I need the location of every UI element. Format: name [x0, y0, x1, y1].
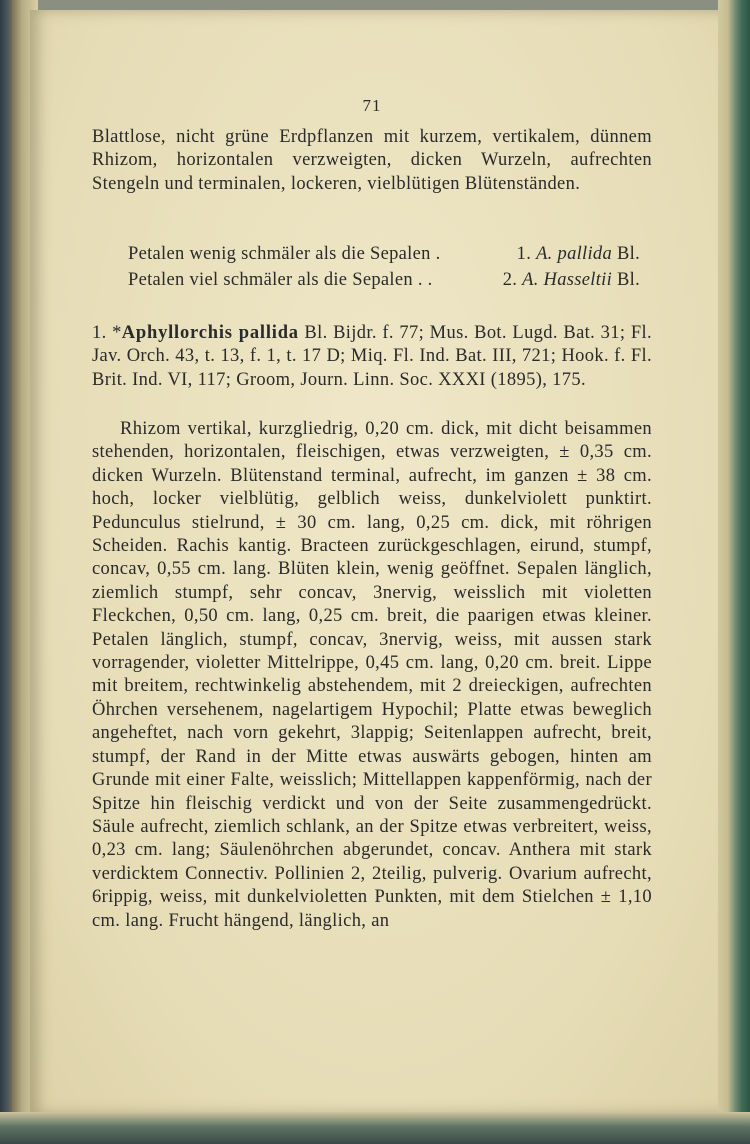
species-description: Rhizom vertikal, kurzgliedrig, 0,20 cm. dick, mit dicht beisammen stehenden, horizontalen, fleischigen, etwas verzweigten, ± 0,35 cm. dicken Wurzeln. Blütenstand terminal, aufrecht, im ganzen ± 38 cm. hoch, locker vielblütig, gelblich weiss, dunkelviolett punktirt. Pedunculus stielrund, ± 30 cm. lang, 0,25 cm. dick, mit röhrigen Scheiden. Rachis kantig. Bracteen zurückgeschlagen, eirund, stumpf, concav, 0,55 cm. lang. Blüten klein, wenig geöffnet. Sepalen länglich, ziemlich stumpf, sehr concav, 3nervig, weisslich mit violetten Fleckchen, 0,50 cm. lang, 0,25 cm. breit, die paarigen etwas kleiner. Petalen länglich, stumpf, concav, 3nervig, weiss, mit aussen stark vorragender, violetter Mittelrippe, 0,45 cm. lang, 0,20 cm. breit. Lippe mit breitem, rechtwinkelig abstehendem, mit 2 dreieckigen, aufrechten Öhrchen versehenem, nagelartigem Hypochil; Platte etwas beweglich angeheftet, nach vorn gekehrt, 3lappig; Seitenlappen aufrecht, breit, stumpf, der Rand in der Mitte etwas auswärts gebogen, hinten am Grunde mit einer Falte, weisslich; Mittellappen kappenförmig, nach der Spitze hin fleischig verdickt und von der Seite zusammengedrückt. Säule aufrecht, ziemlich schlank, an der Spitze etwas verbreitert, weiss, 0,23 cm. lang; Säulenöhrchen abgerundet, concav. Anthera mit stark verdicktem Connectiv. Pollinien 2, 2teilig, pulverig. Ovarium aufrecht, 6rippig, weiss, mit dunkelvioletten Punkten, mit dem Stielchen ± 1,10 cm. lang. Frucht hängend, länglich, an — [92, 419, 652, 931]
page-stack-right-edge — [718, 0, 750, 1144]
key-line-1 — [128, 242, 640, 266]
key-number: 1. — [516, 244, 532, 264]
page-number: 71 — [362, 96, 382, 115]
species-name: Aphyllorchis pallida — [121, 323, 299, 343]
key-dots: . — [430, 244, 441, 264]
key-species-name: A. pallida — [536, 244, 613, 264]
key-number: 2. — [502, 270, 518, 290]
book-page — [30, 10, 724, 1114]
key-dots: . . — [412, 270, 433, 290]
key-text: Petalen wenig schmäler als die Sepalen — [128, 244, 431, 264]
citation-text: Bl. Bijdr. f. 77; Mus. Bot. Lugd. Bat. 31; Fl. Jav. Orch. 43, t. 13, f. 1, t. 17 D; Miq. Fl. Ind. Bat. III, 721; Hook. f. Fl. Brit. Ind. VI, 117; Groom, Journ. Linn. Soc. XXXI (1895), 175. — [92, 323, 653, 390]
key-author: Bl. — [616, 244, 640, 264]
species-citation — [92, 322, 652, 392]
key-species-name: A. Hasseltii — [522, 270, 613, 290]
key-line-2 — [128, 268, 640, 292]
intro-paragraph: Blattlose, nicht grüne Erdpflanzen mit kurzem, vertikalem, dünnem Rhizom, horizontalen verzweigten, dicken Wurzeln, aufrechten Stengeln und terminalen, lockeren, vielblütigen Blütenständen. — [92, 127, 652, 194]
species-number: 1. * — [92, 323, 122, 343]
key-author: Bl. — [616, 270, 640, 290]
book-bottom-edge — [0, 1112, 750, 1144]
book-spine-edge — [0, 0, 12, 1144]
key-text: Petalen viel schmäler als die Sepalen — [128, 270, 413, 290]
